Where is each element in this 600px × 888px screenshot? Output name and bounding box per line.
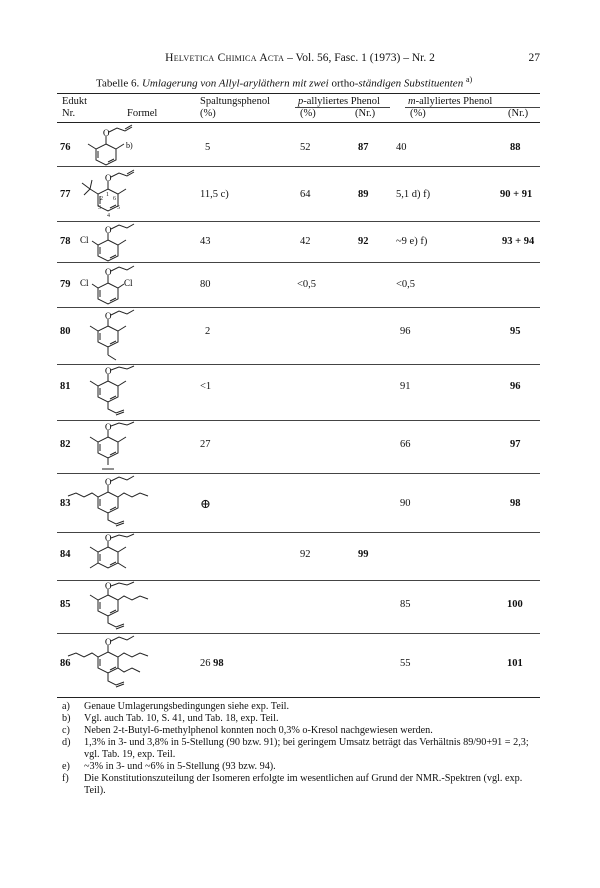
oxygen-label: O <box>105 637 112 647</box>
cell-m-nr: 97 <box>510 439 521 450</box>
cell-nr: 77 <box>60 189 71 200</box>
oxygen-label: O <box>103 128 110 138</box>
journal-meta: – Vol. 56, Fasc. 1 (1973) – Nr. 2 <box>284 52 435 64</box>
footnote-text: 1,3% in 3- und 3,8% in 5-Stellung (90 bzw. 91); bei geringem Umsatz beträgt das Verhältnis 89/90+91 = 2,3; vgl. Tab. 19, exp. Teil. <box>84 737 529 760</box>
caption-note: a) <box>465 75 473 84</box>
cell-m-pct: 91 <box>400 381 411 392</box>
structure-85-drawing <box>62 581 158 633</box>
caption-title-1: Umlagerung von Allyl-aryläthern mit zwei <box>141 77 332 90</box>
col-m-nr: (Nr.) <box>508 108 529 119</box>
cell-nr: 81 <box>60 381 71 392</box>
cell-spalt-value: 26 <box>200 658 211 669</box>
ring-number-2: 2 <box>100 196 103 202</box>
cell-spalt <box>200 658 224 669</box>
chlorine-label-left: Cl <box>80 278 89 288</box>
cell-m-pct: 5,1 d) f) <box>396 189 431 200</box>
caption-title-3: -ständigen Substituenten <box>354 77 464 90</box>
cell-m-pct: 85 <box>400 599 411 610</box>
structure-80 <box>62 308 158 364</box>
col-spalt-unit: (%) <box>200 108 216 119</box>
cell-m-nr: 100 <box>507 599 523 610</box>
col-nr: Nr. <box>62 108 76 119</box>
structure-77-drawing <box>62 167 158 221</box>
structure-84-drawing <box>62 533 158 580</box>
structure-83 <box>62 474 158 532</box>
oxygen-label: O <box>105 267 112 277</box>
footnote-text: Die Konstitutionszuteilung der Isomeren erfolgte im wesentlichen auf Grund der NMR.-Spektren (vgl. exp. Teil). <box>84 773 523 796</box>
footnote-text: Neben 2-t-Butyl-6-methylphenol konnten noch 0,3% o-Kresol nachgewiesen werden. <box>84 725 433 736</box>
ring-number-5: 5 <box>117 205 120 211</box>
cell-spalt-ref: 98 <box>213 658 224 669</box>
footnote-mark: e) <box>62 761 70 772</box>
cell-p-nr: 92 <box>358 236 369 247</box>
col-m-prefix: m <box>408 96 416 107</box>
cell-m-nr: 90 + 91 <box>500 189 533 200</box>
oxygen-label: O <box>105 311 112 321</box>
p-group-rule <box>295 107 390 108</box>
running-header <box>0 52 600 66</box>
structure-79-drawing <box>62 263 158 307</box>
col-m-head: -allyliertes Phenol <box>415 96 493 107</box>
cell-nr: 78 <box>60 236 71 247</box>
structure-83-drawing <box>62 474 158 532</box>
cell-m-nr: 98 <box>510 498 521 509</box>
cell-spalt: <1 <box>200 381 212 392</box>
structure-81-drawing <box>62 365 158 420</box>
journal-name: Helvetica Chimica Acta <box>165 52 285 64</box>
structure-78 <box>62 222 158 262</box>
ring-number-4: 4 <box>107 213 110 219</box>
col-p-prefix: p <box>298 96 304 107</box>
cell-spalt: 80 <box>200 279 211 290</box>
oxygen-label: O <box>105 366 112 376</box>
structure-84 <box>62 533 158 580</box>
table-caption <box>96 75 472 90</box>
cell-m-pct: 96 <box>400 326 411 337</box>
cell-spalt: 5 <box>205 142 211 153</box>
m-group-rule <box>405 107 540 108</box>
footnote-mark: b) <box>62 713 71 724</box>
structure-86 <box>62 634 158 696</box>
cell-p-nr: 99 <box>358 549 369 560</box>
table-head-rule <box>57 122 540 123</box>
col-spalt: Spaltungsphenol <box>200 96 270 107</box>
structure-81 <box>62 365 158 420</box>
cell-p-pct: 42 <box>300 236 311 247</box>
structure-85 <box>62 581 158 633</box>
cell-m-pct: <0,5 <box>396 279 416 290</box>
cell-nr: 76 <box>60 142 71 153</box>
cell-p-pct: 92 <box>300 549 311 560</box>
col-m-unit: (%) <box>410 108 426 119</box>
caption-title-2: ortho <box>331 77 355 90</box>
footnote-mark: c) <box>62 725 70 736</box>
journal-line <box>0 52 600 64</box>
cell-nr: 83 <box>60 498 71 509</box>
cell-nr: 82 <box>60 439 71 450</box>
cell-p-nr: 89 <box>358 189 369 200</box>
structure-82-drawing <box>62 421 158 473</box>
col-m-allyl <box>408 96 492 107</box>
col-edukt: Edukt <box>62 96 88 107</box>
cell-m-nr: 95 <box>510 326 521 337</box>
cell-nr: 86 <box>60 658 71 669</box>
cell-m-pct: 66 <box>400 439 411 450</box>
page-number: 27 <box>528 52 540 64</box>
footnote-text: ~3% in 3- und ~6% in 5-Stellung (93 bzw. 94). <box>84 761 276 772</box>
footnote-e <box>62 761 542 773</box>
cell-m-pct: 90 <box>400 498 411 509</box>
footnote-mark: f) <box>62 773 69 784</box>
col-formel: Formel <box>127 108 158 119</box>
oxygen-label: O <box>105 422 112 432</box>
table-bottom-rule <box>57 697 540 698</box>
table-top-rule <box>57 93 540 94</box>
footnote-mark: a) <box>62 701 70 712</box>
footnote-mark: d) <box>62 737 71 748</box>
cell-spalt: ⊕ <box>200 496 211 511</box>
cell-p-pct: 52 <box>300 142 311 153</box>
cell-m-nr: 96 <box>510 381 521 392</box>
oxygen-label: O <box>105 581 112 591</box>
oxygen-label: O <box>105 173 112 183</box>
footnote-text: Vgl. auch Tab. 10, S. 41, und Tab. 18, exp. Teil. <box>84 713 279 724</box>
oxygen-label: O <box>105 225 112 235</box>
cell-nr: 80 <box>60 326 71 337</box>
caption-label: Tabelle 6. <box>96 77 140 90</box>
cell-spalt: 11,5 c) <box>200 189 229 200</box>
cell-m-nr: 88 <box>510 142 521 153</box>
cell-nr: 79 <box>60 279 71 290</box>
chlorine-label-right: Cl <box>124 278 133 288</box>
ring-number-1: 1 <box>106 192 109 198</box>
structure-76 <box>62 124 158 166</box>
cell-nr: 84 <box>60 549 71 560</box>
ring-number-3: 3 <box>98 205 101 211</box>
cell-m-nr: 101 <box>507 658 523 669</box>
oxygen-label: O <box>105 477 112 487</box>
cell-m-pct: 55 <box>400 658 411 669</box>
cell-spalt: 43 <box>200 236 211 247</box>
structure-76-drawing <box>62 124 158 166</box>
oxygen-label: O <box>105 533 112 543</box>
cell-spalt: 2 <box>205 326 211 337</box>
cell-nr: 85 <box>60 599 71 610</box>
col-p-nr: (Nr.) <box>355 108 376 119</box>
footnote-b <box>62 713 542 725</box>
footnote-text: Genaue Umlagerungsbedingungen siehe exp. Teil. <box>84 701 290 712</box>
col-p-head: -allyliertes Phenol <box>303 96 380 107</box>
col-p-unit: (%) <box>300 108 316 119</box>
chlorine-label: Cl <box>80 235 89 245</box>
structure-77 <box>62 167 158 221</box>
structure-86-drawing <box>62 634 158 696</box>
ring-number-6: 6 <box>113 196 116 202</box>
structure-79 <box>62 263 158 307</box>
cell-m-pct: ~9 e) f) <box>396 236 428 247</box>
cell-p-nr: 87 <box>358 142 369 153</box>
footnote-c <box>62 725 542 737</box>
cell-spalt: 27 <box>200 439 211 450</box>
structure-78-drawing <box>62 222 158 262</box>
structure-80-drawing <box>62 308 158 364</box>
cell-p-pct: <0,5 <box>297 279 317 290</box>
cell-m-nr: 93 + 94 <box>502 236 535 247</box>
footnote-f <box>62 773 542 797</box>
col-p-allyl <box>298 96 380 107</box>
structure-82 <box>62 421 158 473</box>
footnote-a <box>62 701 542 713</box>
struct-note-76: b) <box>126 141 133 150</box>
footnote-d <box>62 737 542 761</box>
cell-p-pct: 64 <box>300 189 311 200</box>
cell-m-pct: 40 <box>396 142 407 153</box>
